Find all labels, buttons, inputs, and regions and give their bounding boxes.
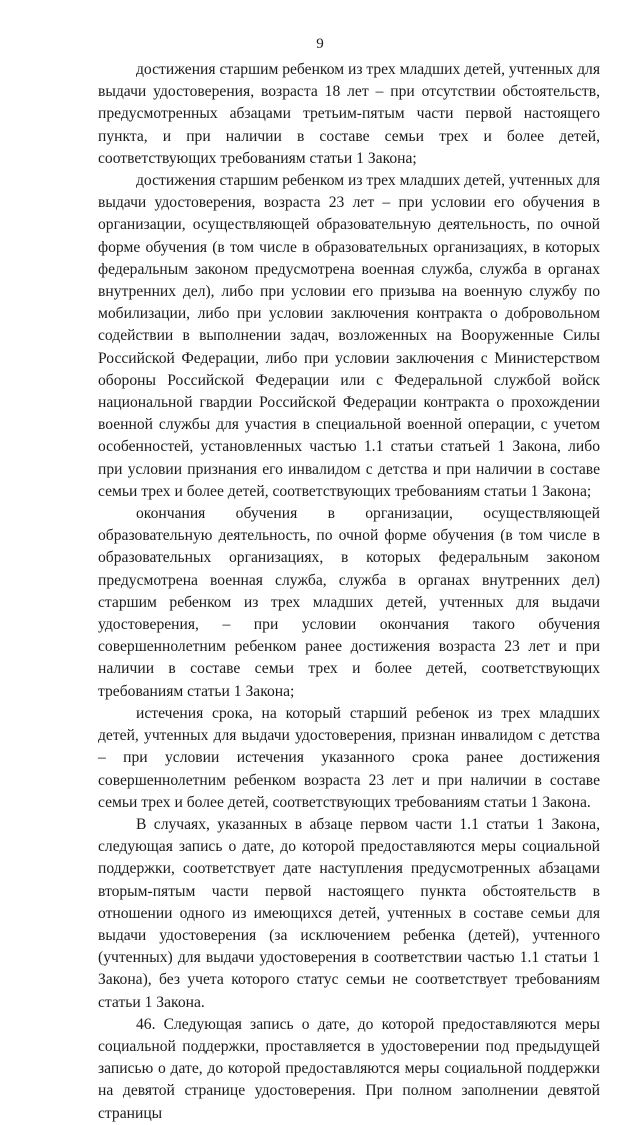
paragraph-education-end-condition: окончания обучения в организации, осуществляющей образовательную деятельность, по очной форме обучения (в том числе в образовательных организациях, в которых федеральным законом предусмотрена военная служба, служба в органах внутренних дел) старшим ребенком из трех младших детей, учтенных для выдачи удостоверения, – при условии окончания такого обучения совершеннолетним ребенком ранее достижения возраста 23 лет и при наличии в составе семьи трех и более детей, соответствующих требованиям статьи 1 Закона;	[98, 505, 600, 700]
paragraph-item-46: 46. Следующая запись о дате, до которой предоставляются меры социальной поддержки, проставляется в удостоверении под предыдущей записью о дате, до которой предоставляются меры социальной поддержки на девятой странице удостоверения. При полном заполнении девятой страницы	[98, 1015, 600, 1122]
paragraph-age-18-condition: достижения старшим ребенком из трех младших детей, учтенных для выдачи удостоверения, возраста 18 лет – при отсутствии обстоятельств, предусмотренных абзацами третьим-пятым части первой настоящего пункта, и при наличии в составе семьи трех и более детей, соответствующих требованиям статьи 1 Закона;	[98, 61, 601, 167]
document-body	[98, 59, 600, 1125]
paragraph-part-1-1-cases: В случаях, указанных в абзаце первом части 1.1 статьи 1 Закона, следующая запись о дате, до которой предоставляются меры социальной поддержки, соответствует дате наступления предусмотренных абзацами вторым-пятым части первой настоящего пункта обстоятельств в отношении одного из имеющихся детей, учтенных в составе семьи для выдачи удостоверения (за исключением ребенка (детей), учтенного (учтенных) для выдачи удостоверения в соответствии частью 1.1 статьи 1 Закона), без учета которого статус семьи не соответствует требованиям статьи 1 Закона.	[98, 815, 600, 1011]
page-number: 9	[316, 36, 324, 52]
paragraph-disability-term-condition: истечения срока, на который старший ребенок из трех младших детей, учтенных для выдачи удостоверения, признан инвалидом с детства – при условии истечения указанного срока ранее достижения совершеннолетним ребенком возраста 23 лет и при наличии в составе семьи трех и более детей, соответствующих требованиям статьи 1 Закона.	[98, 704, 600, 811]
paragraph-age-23-condition: достижения старшим ребенком из трех младших детей, учтенных для выдачи удостоверения, возраста 23 лет – при условии его обучения в организации, осуществляющей образовательную деятельность, по очной форме обучения (в том числе в образовательных организациях, в которых федеральным законом предусмотрена военная служба, служба в органах внутренних дел), либо при условии его призыва на военную службу по мобилизации, либо при условии заключения контракта о добровольном содействии в выполнении задач, возложенных на Вооруженные Силы Российской Федерации, либо при условии заключения с Министерством обороны Российской Федерации или с Федеральной службой войск национальной гвардии Российской Федерации контракта о прохождении военной службы для участия в специальной военной операции, с учетом особенностей, установленных частью 1.1 статьи статьей 1 Закона, либо при условии признания его инвалидом с детства и при наличии в составе семьи трех и более детей, соответствующих требованиям статьи 1 Закона;	[98, 172, 601, 500]
